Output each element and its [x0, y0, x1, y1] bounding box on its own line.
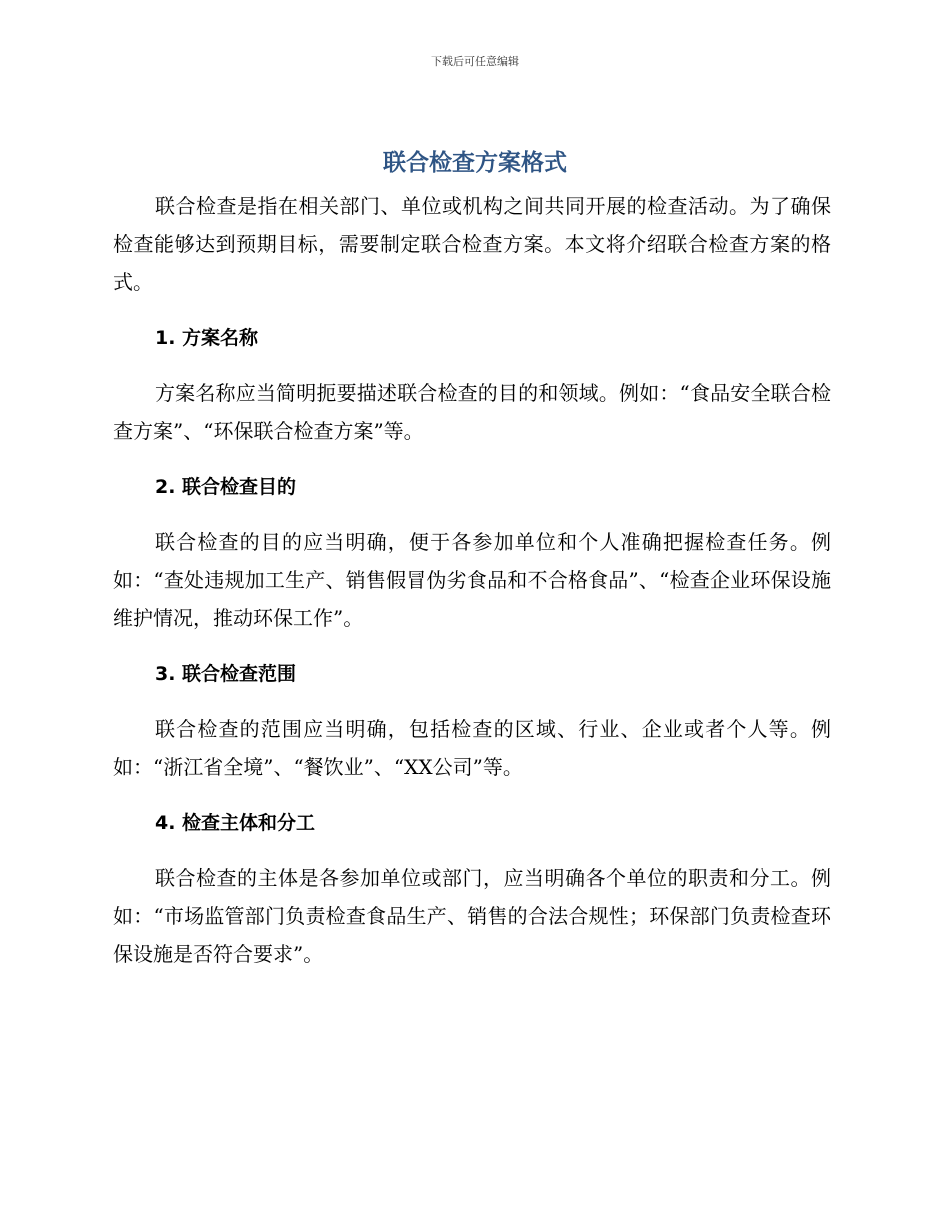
header-note: 下载后可任意编辑 [431, 55, 519, 68]
document-title: 联合检查方案格式 [383, 150, 567, 176]
section-heading-division: 4. 检查主体和分工 [155, 812, 316, 834]
section-body-division: 联合检查的主体是各参加单位或部门，应当明确各个单位的职责和分工。例如：“市场监管部门负责检查食品生产、销售的合法合规性；环保部门负责检查环保设施是否符合要求”。 [113, 866, 831, 966]
spacer [113, 357, 831, 374]
section-body-purpose: 联合检查的目的应当明确，便于各参加单位和个人准确把握检查任务。例如：“查处违规加工生产、销售假冒伪劣食品和不合格食品”、“检查企业环保设施维护情况，推动环保工作”。 [113, 530, 831, 630]
spacer [113, 301, 831, 319]
section-heading-name: 1. 方案名称 [155, 327, 259, 349]
intro-paragraph: 联合检查是指在相关部门、单位或机构之间共同开展的检查活动。为了确保检查能够达到预期目标，需要制定联合检查方案。本文将介绍联合检查方案的格式。 [113, 194, 831, 294]
spacer [113, 786, 831, 804]
section-body-name: 方案名称应当简明扼要描述联合检查的目的和领域。例如：“食品安全联合检查方案”、“环保联合检查方案”等。 [113, 381, 831, 443]
spacer [113, 637, 831, 655]
spacer [113, 693, 831, 710]
spacer [113, 506, 831, 523]
spacer [113, 842, 831, 859]
document-body [113, 187, 831, 973]
section-body-scope: 联合检查的范围应当明确，包括检查的区域、行业、企业或者个人等。例如：“浙江省全境”、“餐饮业”、“XX公司”等。 [113, 717, 831, 779]
section-heading-purpose: 2. 联合检查目的 [155, 476, 297, 498]
section-heading-scope: 3. 联合检查范围 [155, 663, 297, 685]
spacer [113, 450, 831, 468]
